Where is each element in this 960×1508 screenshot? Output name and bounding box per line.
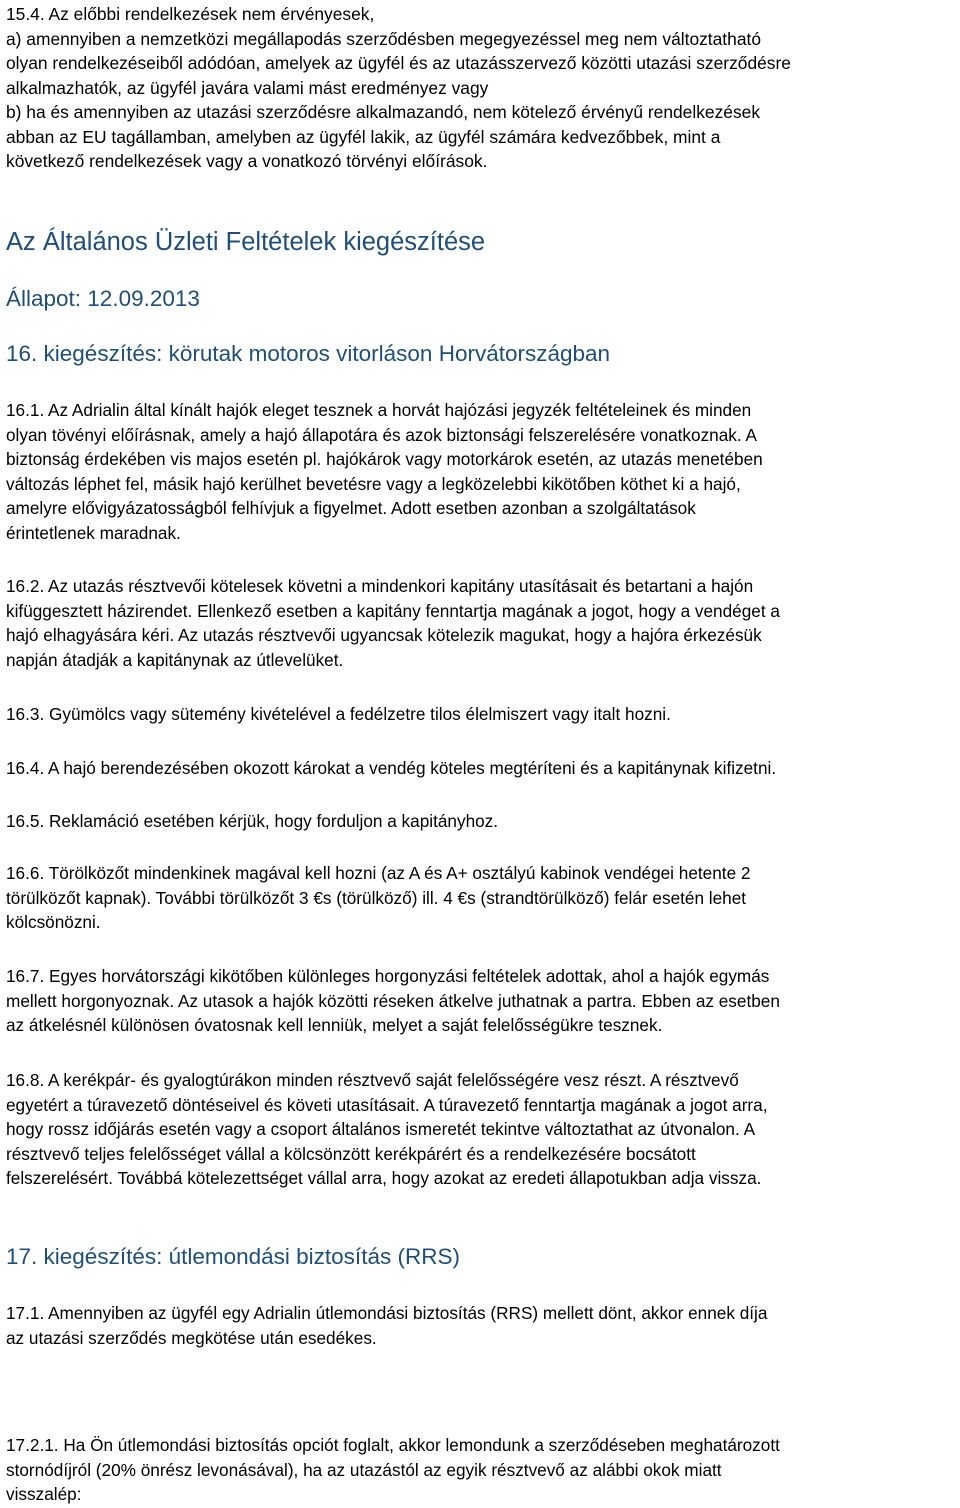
- section-15-4-paragraph: 15.4. Az előbbi rendelkezések nem érvényesek, a) amennyiben a nemzetközi megállapodás szerződésben megegyezéssel meg nem változtatható olyan rendelkezéseiből adódóan, amelyek az ügyfél és az utazásszervező közötti utazási szerződésre alkalmazhatók, az ügyfél javára valami mást eredményez vagy b) ha és amennyiben az utazási szerződésre alkalmazandó, nem kötelező érvényű rendelkezések abban az EU tagállamban, amelyben az ügyfél lakik, az ügyfél számára kedvezőbbek, mint a következő rendelkezések vagy a vonatkozó törvényi előírások.: [6, 4, 791, 171]
- paragraph-16-5: 16.5. Reklamáció esetében kérjük, hogy forduljon a kapitányhoz.: [6, 811, 499, 831]
- section-16-title: 16. kiegészítés: körutak motoros vitorláson Horvátországban: [6, 341, 611, 366]
- paragraph-16-4: 16.4. A hajó berendezésében okozott károkat a vendég köteles megtéríteni és a kapitánynak kifizetni.: [6, 758, 777, 778]
- paragraph-16-7: 16.7. Egyes horvátországi kikötőben különleges horgonyzási feltételek adottak, ahol a hajók egymás mellett horgonyoznak. Az utasok a hajók közötti réseken átkelve juthatnak a partra. Ebben az esetben az átkelésnél különösen óvatosnak kell lenniük, melyet a saját felelősségükre tesznek.: [6, 966, 780, 1035]
- supplement-status: Állapot: 12.09.2013: [6, 286, 200, 311]
- paragraph-16-8: 16.8. A kerékpár- és gyalogtúrákon minden résztvevő saját felelősségére vesz részt. A résztvevő egyetért a túravezető döntéseivel és követi utasításait. A túravezető fenntartja magának a jogot arra, hogy rossz időjárás esetén vagy a csoport általános ismeretét tekintve változtathat az útvonalon. A résztvevő teljes felelősséget vállal a kölcsönzött kerékpárért és a rendelkezésére bocsátott felszerelésért. Továbbá kötelezettséget vállal arra, hogy azokat az eredeti állapotukban adja vissza.: [6, 1070, 768, 1188]
- paragraph-16-6: 16.6. Törölközőt mindenkinek magával kell hozni (az A és A+ osztályú kabinok vendégei hetente 2 törülközőt kapnak). További törülközőt 3 €s (törülköző) ill. 4 €s (strandtörülköző) felár esetén lehet kölcsönözni.: [6, 863, 751, 932]
- supplement-title: Az Általános Üzleti Feltételek kiegészítése: [6, 228, 486, 256]
- paragraph-17-2-1: 17.2.1. Ha Ön útlemondási biztosítás opciót foglalt, akkor lemondunk a szerződéseben meghatározott stornódíjról (20% önrész levonásával), ha az utazástól az egyik résztvevő az alábbi okok miatt visszalép:: [6, 1435, 780, 1504]
- paragraph-16-1: 16.1. Az Adrialin által kínált hajók eleget tesznek a horvát hajózási jegyzék feltételeinek és minden olyan tövényi előírásnak, amely a hajó állapotára és azok biztonsági felszerelésére vonatkoznak. A biztonság érdekében vis majos esetén pl. hajókárok vagy motorkárok esetén, az utazás menetében változás léphet fel, másik hajó kerülhet bevetésre vagy a legközelebbi kikötőben köthet ki a hajó, amelyre elővigyázatosságból felhívjuk a figyelmet. Adott esetben azonban a szolgáltatások érintetlenek maradnak.: [6, 400, 763, 543]
- paragraph-17-1: 17.1. Amennyiben az ügyfél egy Adrialin útlemondási biztosítás (RRS) mellett dönt, akkor ennek díja az utazási szerződés megkötése után esedékes.: [6, 1303, 768, 1348]
- section-17-title: 17. kiegészítés: útlemondási biztosítás (RRS): [6, 1244, 460, 1269]
- paragraph-16-3: 16.3. Gyümölcs vagy sütemény kivételével a fedélzetre tilos élelmiszert vagy italt hozni.: [6, 704, 671, 724]
- paragraph-16-2: 16.2. Az utazás résztvevői kötelesek követni a mindenkori kapitány utasításait és betartani a hajón kifüggesztett házirendet. Ellenkező esetben a kapitány fenntartja magának a jogot, hogy a vendéget a hajó elhagyására kéri. Az utazás résztvevői ugyancsak kötelezik magukat, hogy a hajóra érkezésük napján átadják a kapitánynak az útlevelüket.: [6, 576, 780, 670]
